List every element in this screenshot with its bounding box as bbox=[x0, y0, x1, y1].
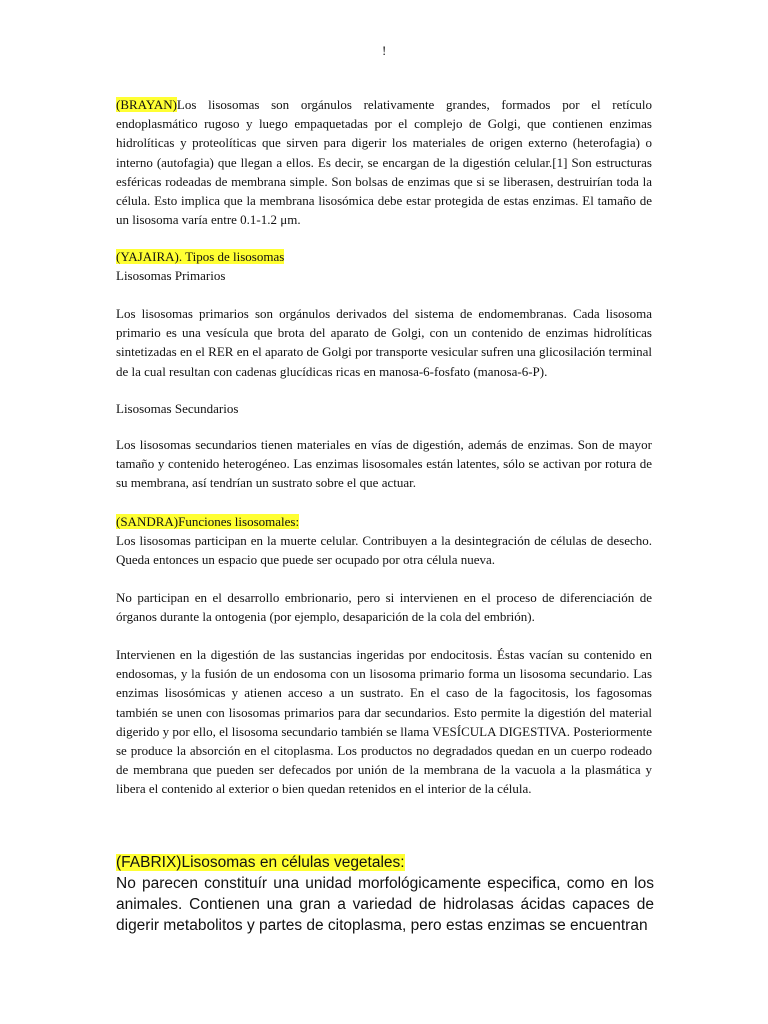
functions-paragraph-3: Intervienen en la digestión de las sustancias ingeridas por endocitosis. Éstas vacían su contenido en endosomas, y la fusión de un endosoma con un lisosoma primario forma un lisosoma secundario. Las enzimas lisosómicas y atienen acceso a un sustrato. En el caso de la fagocitosis, los fagosomas también se unen con lisosomas primarios para dar secundarios. Esto permite la digestión del material digerido y por ello, el lisosoma secundario también se llama VESÍCULA DIGESTIVA. Posteriormente se produce la absorción en el citoplasma. Los productos no degradados quedan en un cuerpo rodeado de membrana que pueden ser defecados por unión de la membrana de la vacuola a la plasmática y libera el contenido al exterior o bien quedan retenidos en el interior de la célula. bbox=[116, 647, 652, 797]
plant-paragraph: No parecen constituír una unidad morfológicamente especifica, como en los animales. Contienen una gran a variedad de hidrolasas ácidas capaces de digerir metabolitos y partes de citoplasma, pero estas enzimas se encuentran bbox=[116, 875, 654, 934]
functions-heading: (SANDRA)Funciones lisosomales: bbox=[116, 514, 300, 529]
section-brayan bbox=[116, 95, 652, 229]
plant-heading: (FABRIX)Lisosomas en células vegetales: bbox=[116, 854, 405, 871]
types-heading: (YAJAIRA). Tipos de lisosomas bbox=[116, 249, 285, 264]
section-yajaira bbox=[116, 247, 652, 285]
author-tag-brayan: (BRAYAN) bbox=[116, 97, 177, 112]
section-fabrix bbox=[116, 852, 654, 936]
primary-subheading: Lisosomas Primarios bbox=[116, 268, 226, 284]
page-mark: ! bbox=[382, 43, 387, 58]
section-sandra bbox=[116, 512, 652, 570]
functions-paragraph-2: No participan en el desarrollo embrionario, pero si intervienen en el proceso de diferenciación de órganos durante la ontogenia (por ejemplo, desaparición de la cola del embrión). bbox=[116, 590, 652, 625]
functions-paragraph-1: Los lisosomas participan en la muerte celular. Contribuyen a la desintegración de células de desecho. Queda entonces un espacio que puede ser ocupado por otra célula nueva. bbox=[116, 533, 652, 568]
intro-paragraph bbox=[116, 95, 652, 229]
secondary-paragraph: Los lisosomas secundarios tienen materiales en vías de digestión, además de enzimas. Son de mayor tamaño y contenido heterogéneo. Las enzimas lisosomales están latentes, sólo se activan por rotura de su membrana, así tendrían un sustrato sobre el que actuar. bbox=[116, 437, 652, 491]
secondary-subheading: Lisosomas Secundarios bbox=[116, 401, 239, 416]
intro-text: Los lisosomas son orgánulos relativamente grandes, formados por el retículo endoplasmático rugoso y luego empaquetadas por el complejo de Golgi, que contienen enzimas hidrolíticas y proteolíticas que sirven para digerir los materiales de origen externo (heterofagia) o interno (autofagia) que llegan a ellos. Es decir, se encargan de la digestión celular.[1] Son estructuras esféricas rodeadas de membrana simple. Son bolsas de enzimas que si se liberasen, destruirían toda la célula. Esto implica que la membrana lisosómica debe estar protegida de estas enzimas. El tamaño de un lisosoma varía entre 0.1-1.2 μm. bbox=[116, 97, 652, 228]
primary-paragraph: Los lisosomas primarios son orgánulos derivados del sistema de endomembranas. Cada lisosoma primario es una vesícula que brota del aparato de Golgi, con un contenido de enzimas hidrolíticas sintetizadas en el RER en el aparato de Golgi por transporte vesicular sufren una glicosilación terminal de la cual resultan con cadenas glucídicas ricas en manosa-6-fosfato (manosa-6-P). bbox=[116, 306, 652, 379]
